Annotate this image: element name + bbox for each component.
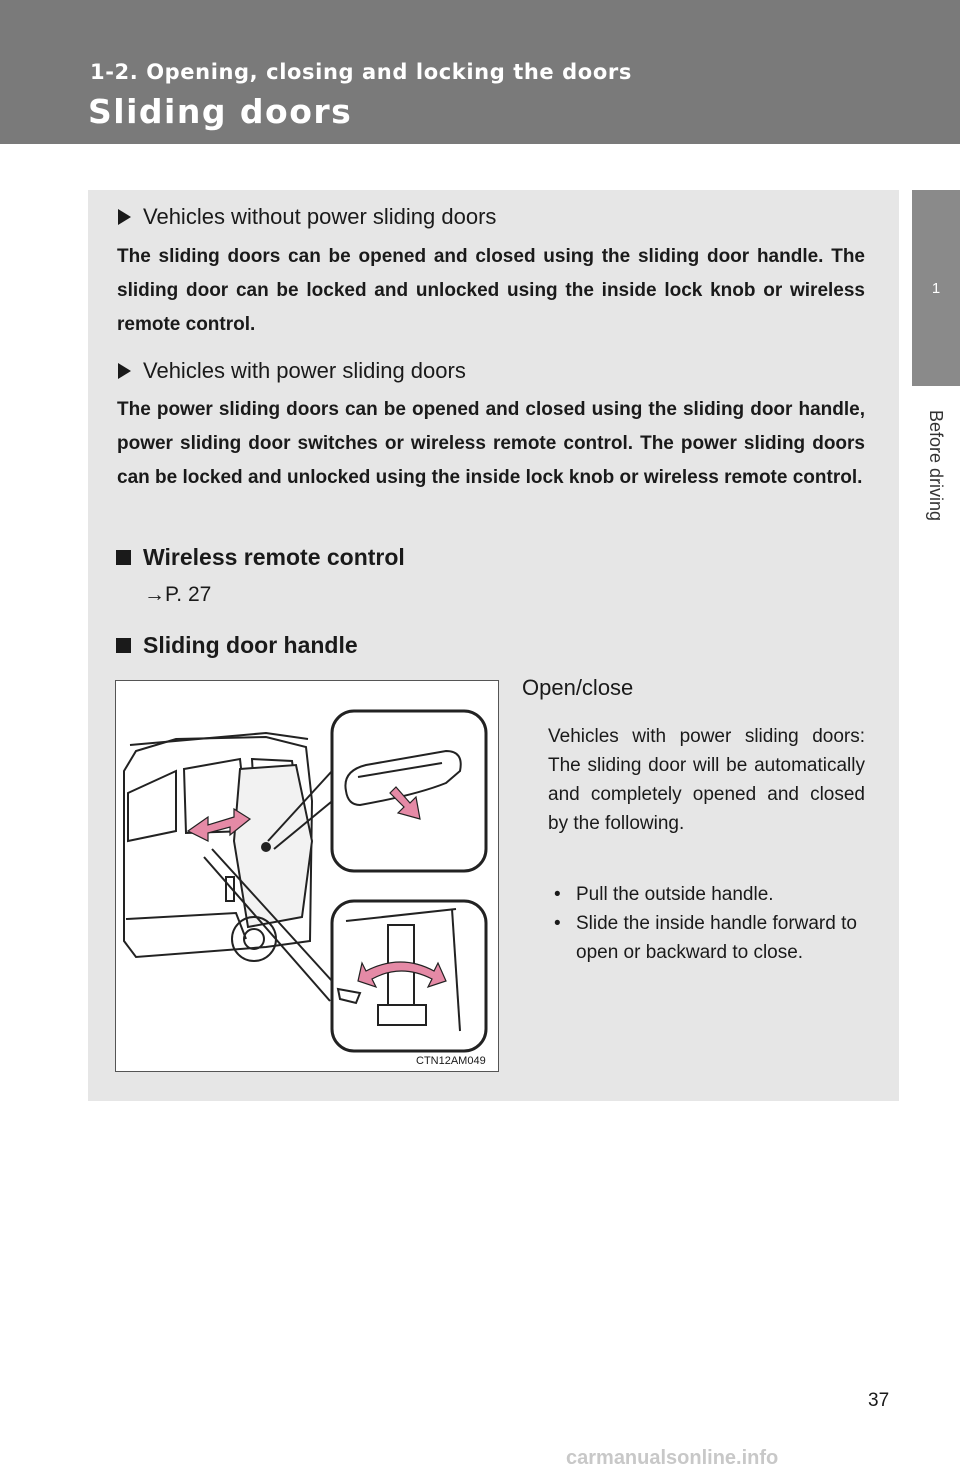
sliding-door-handle-illustration bbox=[116, 681, 498, 1071]
chapter-label-text: Before driving bbox=[926, 409, 947, 521]
square-bullet-icon bbox=[116, 638, 131, 653]
intro-heading-no-power: Vehicles without power sliding doors bbox=[118, 204, 496, 230]
watermark: carmanualsonline.info bbox=[566, 1447, 779, 1469]
triangle-bullet-icon bbox=[118, 209, 131, 225]
section-heading-handle: Sliding door handle bbox=[116, 632, 358, 659]
intro-text-no-power: The sliding doors can be opened and closed using the sliding door handle. The sliding door can be locked and unlocked using the inside lock knob or wireless remote control. bbox=[117, 246, 865, 335]
step-body: Vehicles with power sliding doors: The sliding door will be automatically and completely opened and closed by the following. bbox=[548, 726, 865, 834]
figure-code: CTN12AM049 bbox=[416, 1055, 486, 1067]
square-bullet-icon bbox=[116, 550, 131, 565]
sliding-door-illustration bbox=[115, 680, 499, 1072]
list-item: • Pull the outside handle. bbox=[548, 880, 865, 909]
step-bullet-list bbox=[548, 880, 865, 967]
chapter-label bbox=[912, 390, 960, 540]
intro-heading-power: Vehicles with power sliding doors bbox=[118, 358, 466, 384]
page-number: 37 bbox=[868, 1390, 890, 1411]
list-item: • Slide the inside handle forward to open or backward to close. bbox=[548, 909, 865, 967]
page-header bbox=[0, 0, 960, 144]
step-title: Open/close bbox=[522, 675, 634, 700]
section-label: 1-2. Opening, closing and locking the doors bbox=[90, 60, 632, 84]
chapter-tab[interactable] bbox=[912, 190, 960, 386]
page-title: Sliding doors bbox=[88, 92, 353, 131]
section-heading-remote: Wireless remote control bbox=[116, 544, 405, 571]
triangle-bullet-icon bbox=[118, 363, 131, 379]
page-reference-link[interactable]: →P. 27 bbox=[144, 583, 212, 606]
intro-text-power: The power sliding doors can be opened and closed using the sliding door handle, power sliding door switches or wireless remote control. The power sliding doors can be locked and unlocked using the inside lock knob or wireless remote control. bbox=[117, 399, 865, 488]
chapter-number: 1 bbox=[931, 279, 941, 297]
